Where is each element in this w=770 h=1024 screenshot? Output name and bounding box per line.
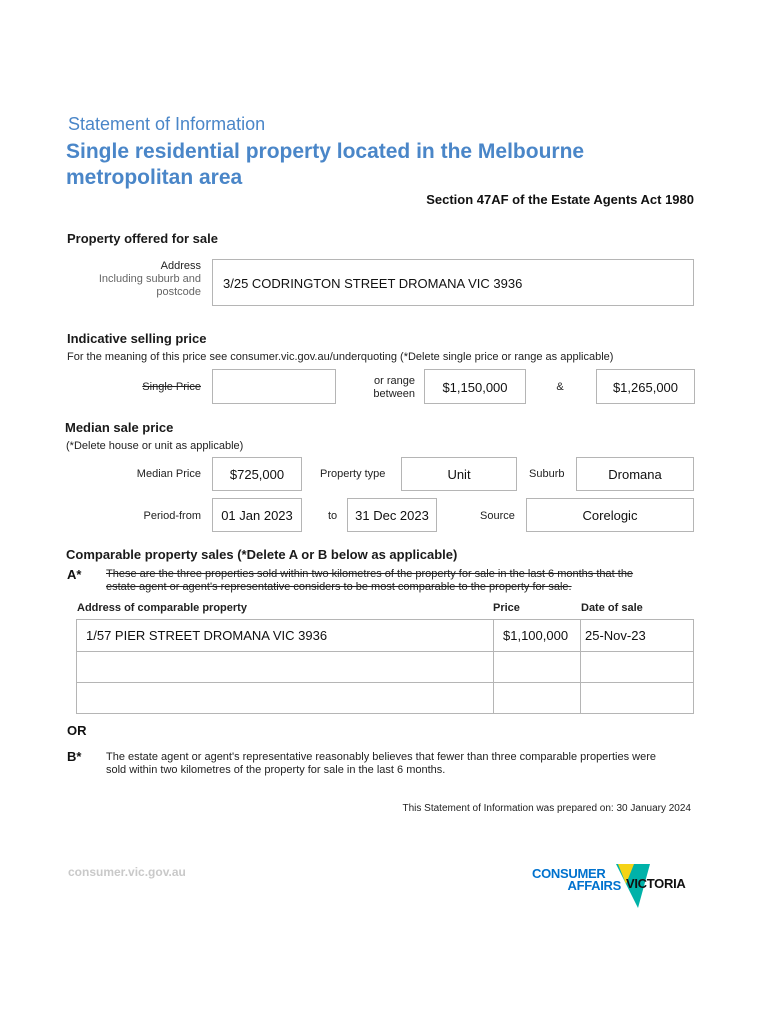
address-label-sub2: postcode bbox=[156, 286, 201, 298]
range-high-value: $1,265,000 bbox=[612, 380, 679, 395]
range-low-field[interactable] bbox=[424, 369, 526, 404]
period-to-label: to bbox=[328, 510, 338, 522]
property-type-field[interactable] bbox=[401, 457, 517, 491]
period-to-field[interactable] bbox=[347, 498, 437, 532]
property-heading: Property offered for sale bbox=[67, 231, 218, 246]
indicative-heading: Indicative selling price bbox=[67, 331, 207, 346]
ampersand: & bbox=[556, 381, 564, 393]
row-address: 1/57 PIER STREET DROMANA VIC 3936 bbox=[86, 628, 328, 643]
option-b-text-line1: The estate agent or agent's representative reasonably believes that fewer than three comparable properties were bbox=[106, 751, 656, 763]
suburb-label: Suburb bbox=[529, 468, 565, 480]
comparable-heading: Comparable property sales (*Delete A or B below as applicable) bbox=[66, 547, 458, 562]
option-a-text-line2: estate agent or agent's representative considers to be most comparable to the property for sale. bbox=[106, 581, 572, 593]
prepared-on: This Statement of Information was prepared on: 30 January 2024 bbox=[402, 803, 691, 814]
period-from-label: Period-from bbox=[143, 510, 201, 522]
option-b-text-line2: sold within two kilometres of the property for sale in the last 6 months. bbox=[106, 764, 446, 776]
logo-affairs-text: AFFAIRS bbox=[567, 878, 621, 893]
indicative-note: For the meaning of this price see consumer.vic.gov.au/underquoting (*Delete single price or range as applicable) bbox=[67, 351, 614, 363]
suburb-value: Dromana bbox=[608, 467, 662, 482]
logo-victoria-text: VICTORIA bbox=[626, 876, 686, 891]
median-note: (*Delete house or unit as applicable) bbox=[66, 440, 244, 452]
median-heading: Median sale price bbox=[65, 420, 174, 435]
median-price-value: $725,000 bbox=[229, 467, 285, 482]
logo-consumer-text: CONSUMER bbox=[532, 866, 606, 881]
or-label: OR bbox=[67, 723, 87, 738]
section-reference: Section 47AF of the Estate Agents Act 1980 bbox=[426, 192, 694, 207]
period-from-field[interactable] bbox=[212, 498, 302, 532]
comparable-table bbox=[76, 619, 694, 714]
option-a-marker: A* bbox=[67, 567, 82, 582]
range-low-value: $1,150,000 bbox=[442, 380, 508, 395]
source-label: Source bbox=[480, 510, 515, 522]
between-label: between bbox=[373, 388, 415, 400]
table-row[interactable] bbox=[77, 652, 693, 682]
address-label-sub1: Including suburb and bbox=[98, 273, 201, 285]
median-price-field[interactable] bbox=[212, 457, 302, 491]
or-range-label: or range bbox=[374, 375, 415, 387]
statement-title: Statement of Information bbox=[68, 114, 266, 134]
range-high-field[interactable] bbox=[596, 369, 695, 404]
median-price-label: Median Price bbox=[136, 468, 201, 480]
property-type-label: Property type bbox=[320, 468, 386, 480]
column-header-address: Address of comparable property bbox=[77, 602, 247, 614]
main-title-line1: Single residential property located in the Melbourne bbox=[66, 140, 585, 163]
source-value: Corelogic bbox=[582, 508, 638, 523]
table-row[interactable] bbox=[77, 620, 693, 651]
property-type-value: Unit bbox=[447, 467, 471, 482]
table-row[interactable] bbox=[77, 683, 693, 713]
main-title-line2: metropolitan area bbox=[66, 166, 243, 189]
suburb-field[interactable] bbox=[576, 457, 694, 491]
address-value: 3/25 CODRINGTON STREET DROMANA VIC 3936 bbox=[223, 276, 523, 291]
period-to-value: 31 Dec 2023 bbox=[355, 508, 429, 523]
address-label: Address bbox=[160, 260, 201, 272]
column-header-date: Date of sale bbox=[581, 602, 643, 614]
row-date: 25-Nov-23 bbox=[585, 628, 646, 643]
single-price-field[interactable] bbox=[212, 369, 336, 404]
option-a-text-line1: These are the three properties sold within two kilometres of the property for sale in the last 6 months that the bbox=[106, 568, 634, 580]
column-header-price: Price bbox=[493, 602, 520, 614]
option-b-marker: B* bbox=[67, 749, 82, 764]
period-from-value: 01 Jan 2023 bbox=[221, 508, 293, 523]
row-price: $1,100,000 bbox=[503, 628, 569, 643]
source-field[interactable] bbox=[526, 498, 694, 532]
single-price-label: Single Price bbox=[142, 381, 201, 393]
consumer-affairs-victoria-logo bbox=[530, 862, 700, 912]
address-field[interactable] bbox=[212, 259, 694, 306]
website-link[interactable]: consumer.vic.gov.au bbox=[68, 865, 186, 879]
